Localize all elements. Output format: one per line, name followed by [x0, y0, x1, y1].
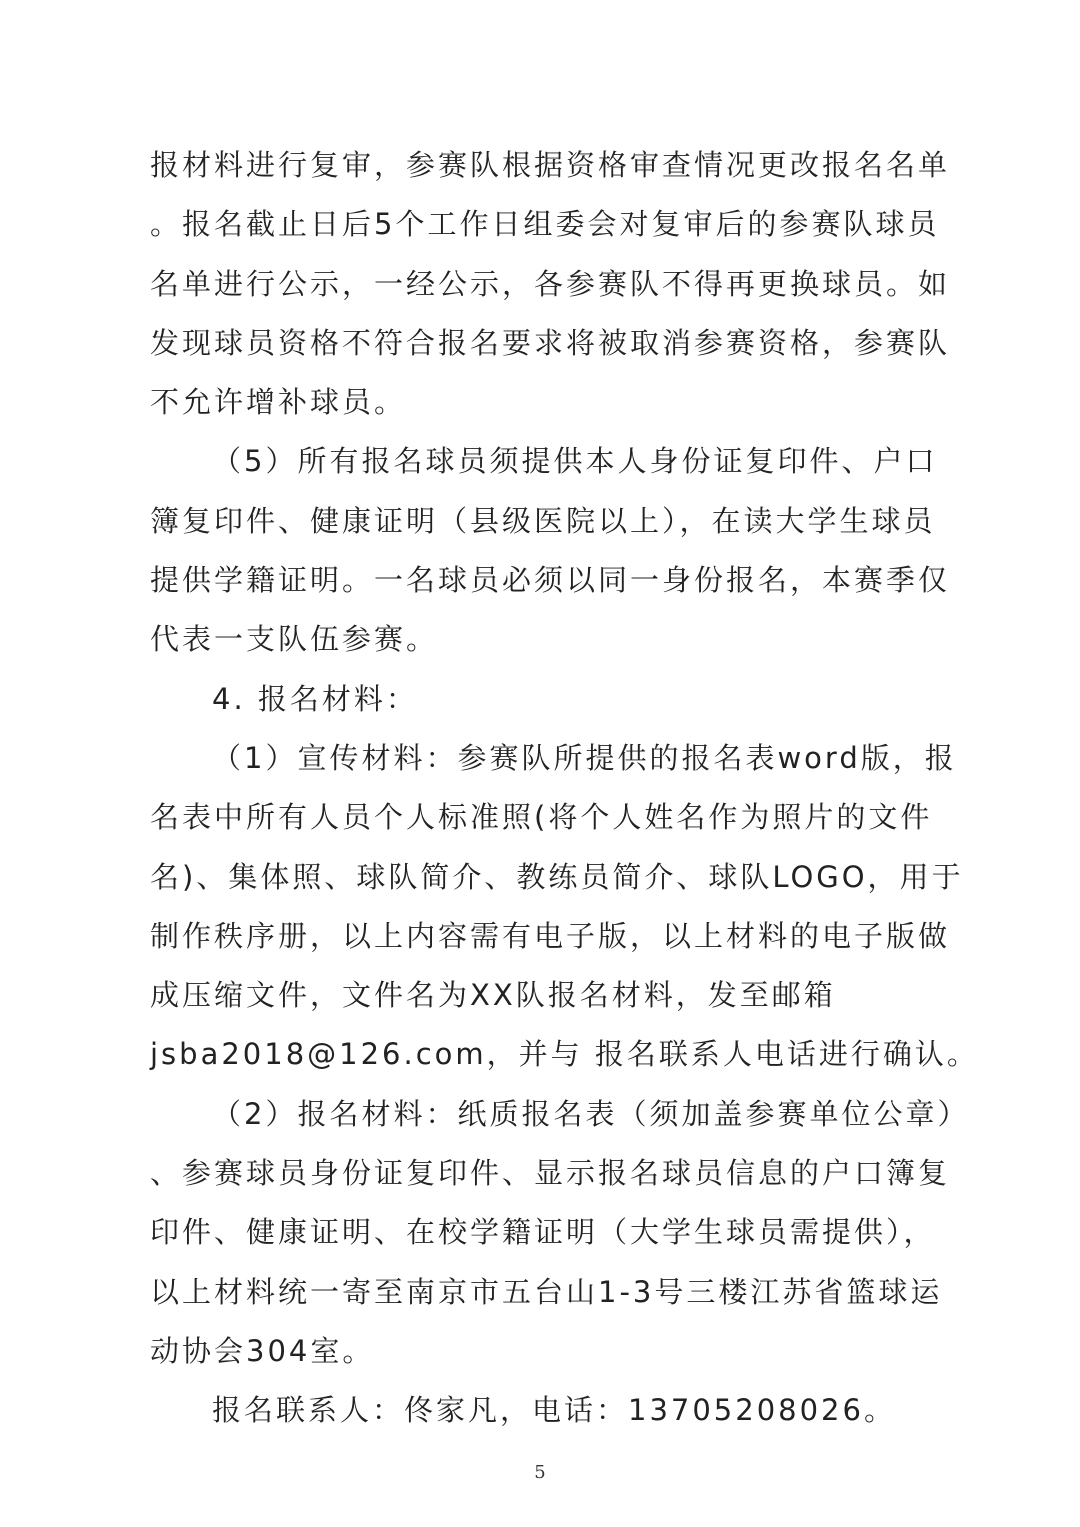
text-line: 名表中所有人员个人标准照(将个人姓名作为照片的文件: [150, 800, 933, 835]
text-line: 动协会304室。: [150, 1333, 375, 1368]
text-line: 制作秩序册，以上内容需有电子版，以上材料的电子版做: [150, 918, 951, 953]
paragraph-start-line: （1）宣传材料：参赛队所提供的报名表word版，报: [212, 740, 957, 775]
text-line: 以上材料统一寄至南京市五台山1-3号三楼江苏省篮球运: [150, 1274, 943, 1309]
text-line: 名单进行公示，一经公示，各参赛队不得再更换球员。如: [150, 266, 951, 301]
text-line: 名)、集体照、球队简介、教练员简介、球队LOGO，用于: [150, 859, 964, 894]
text-line-email: jsba2018@126.com，并与 报名联系人电话进行确认。: [150, 1037, 979, 1072]
text-line: 不允许增补球员。: [150, 385, 407, 420]
text-line: 簿复印件、健康证明（县级医院以上），在读大学生球员: [150, 503, 936, 538]
text-line: 、参赛球员身份证复印件、显示报名球员信息的户口簿复: [150, 1156, 951, 1191]
text-line: 印件、健康证明、在校学籍证明（大学生球员需提供），: [150, 1215, 936, 1250]
document-body: [150, 136, 979, 1441]
text-line: 报材料进行复审，参赛队根据资格审查情况更改报名名单: [150, 148, 951, 182]
text-line: 。报名截止日后5个工作日组委会对复审后的参赛队球员: [150, 207, 940, 242]
section-heading: 4. 报名材料：: [212, 681, 418, 716]
text-line: 成压缩文件，文件名为XX队报名材料，发至邮箱: [150, 978, 836, 1013]
page-number: 5: [534, 1462, 546, 1483]
contact-line: 报名联系人：佟家凡，电话：13705208026。: [212, 1393, 896, 1428]
text-line: 提供学籍证明。一名球员必须以同一身份报名，本赛季仅: [150, 563, 951, 598]
text-line: 发现球员资格不符合报名要求将被取消参赛资格，参赛队: [150, 325, 951, 360]
paragraph-start-line: （5）所有报名球员须提供本人身份证复印件、户口: [212, 444, 938, 479]
text-line: 代表一支队伍参赛。: [150, 622, 439, 657]
paragraph-start-line: （2）报名材料：纸质报名表（须加盖参赛单位公章）: [212, 1096, 970, 1131]
